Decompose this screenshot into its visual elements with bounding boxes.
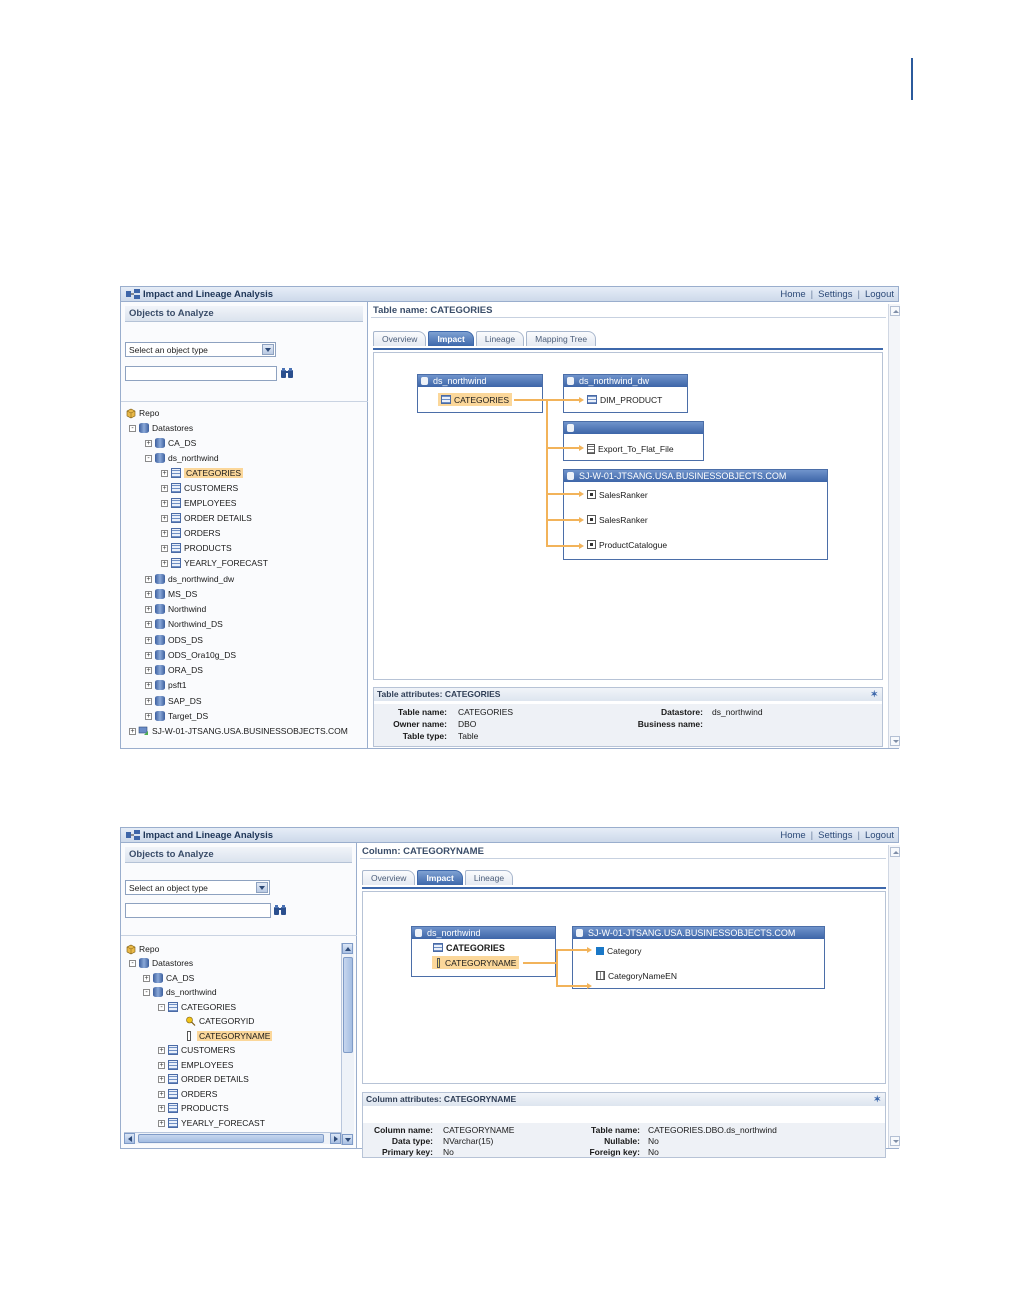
graph-item-report[interactable] <box>584 538 670 551</box>
graph-item-categorynameen[interactable] <box>593 969 680 982</box>
attr-value: No <box>648 1147 659 1157</box>
tree-label: Repo <box>139 944 160 954</box>
connector-line <box>546 447 582 449</box>
node-title: ds_northwind_dw <box>564 375 687 387</box>
tab-underline <box>362 887 886 889</box>
table-icon <box>168 1103 178 1113</box>
collapse-icon[interactable]: - <box>158 1004 165 1011</box>
tree-node-categoryname[interactable] <box>187 1030 272 1042</box>
connector-line <box>523 962 557 964</box>
table-icon <box>168 1002 178 1012</box>
tree-label: CA_DS <box>168 438 197 448</box>
connector-line <box>546 545 582 547</box>
flat-file-icon <box>587 444 595 454</box>
graph-item-categories[interactable] <box>430 941 508 954</box>
scroll-right-icon[interactable] <box>330 1133 341 1144</box>
repository-icon <box>126 408 136 418</box>
scroll-up-icon[interactable] <box>342 943 353 954</box>
tree-node-table[interactable] <box>161 557 268 569</box>
tree-label: YEARLY_FORECAST <box>181 1118 265 1128</box>
expand-icon[interactable]: + <box>146 636 151 644</box>
tree-node-table[interactable] <box>158 1044 235 1056</box>
expand-icon[interactable]: + <box>159 1075 164 1083</box>
tab-impact[interactable]: Impact <box>417 870 462 885</box>
tree-label: psft1 <box>168 680 187 690</box>
attributes-title: Table attributes: CATEGORIES <box>377 689 501 699</box>
home-link[interactable]: Home <box>780 830 806 841</box>
tree-label-selected: CATEGORIES <box>186 468 242 478</box>
tree-label: CATEGORIES <box>181 1002 237 1012</box>
attr-label: Data type: <box>391 1136 433 1146</box>
tree-label-selected: CATEGORYNAME <box>199 1031 271 1041</box>
database-icon <box>155 650 165 660</box>
table-icon <box>433 943 443 952</box>
tree-node-table[interactable] <box>158 1059 233 1071</box>
database-icon <box>153 987 163 997</box>
attr-label: Primary key: <box>381 1147 433 1157</box>
collapse-star-icon[interactable]: ✶ <box>873 1094 881 1104</box>
connector-arrow-icon <box>579 491 584 497</box>
database-icon <box>155 453 165 463</box>
tree-label: Target_DS <box>168 711 209 721</box>
tree-label: ORDERS <box>181 1089 218 1099</box>
collapse-icon[interactable]: - <box>145 455 152 462</box>
node-title <box>564 422 703 434</box>
settings-link[interactable]: Settings <box>818 289 853 300</box>
scroll-thumb[interactable] <box>138 1134 324 1143</box>
top-links <box>780 289 894 300</box>
report-icon <box>587 490 596 499</box>
tree-label: ds_northwind <box>166 987 217 997</box>
expand-icon[interactable]: + <box>159 1046 164 1054</box>
scroll-down-icon[interactable] <box>890 1136 900 1146</box>
analysis-scrollbar[interactable] <box>888 304 900 748</box>
expand-icon[interactable]: + <box>144 974 149 982</box>
tree-node-table[interactable] <box>161 467 243 479</box>
table-icon <box>171 558 181 568</box>
node-ds-northwind-dw[interactable] <box>563 374 688 413</box>
database-icon <box>155 619 165 629</box>
tree-label: EMPLOYEES <box>181 1060 234 1070</box>
connector-line <box>546 399 548 547</box>
tab-overview[interactable]: Overview <box>373 331 426 346</box>
chevron-down-icon[interactable] <box>256 882 268 893</box>
graph-item-report[interactable] <box>584 513 651 526</box>
collapse-icon[interactable]: - <box>143 989 150 996</box>
tree-node-datastore[interactable] <box>145 664 203 676</box>
attr-label: Datastore: <box>660 707 703 717</box>
tree-node-datastore[interactable] <box>145 634 203 646</box>
table-icon <box>171 528 181 538</box>
objects-header: Objects to Analyze <box>125 847 352 863</box>
graph-item-report[interactable] <box>584 488 651 501</box>
database-icon <box>153 973 163 983</box>
database-icon <box>155 589 165 599</box>
item-label: DIM_PRODUCT <box>600 394 663 405</box>
node-bo-server[interactable] <box>572 926 825 989</box>
tree-label: ORA_DS <box>168 665 203 675</box>
database-icon <box>155 680 165 690</box>
tree-label: ds_northwind_dw <box>168 574 235 584</box>
column-attributes-panel <box>362 1092 886 1158</box>
expand-icon[interactable]: + <box>146 651 151 659</box>
tree-node-table[interactable] <box>158 1117 265 1129</box>
logout-link[interactable]: Logout <box>864 830 894 841</box>
connector-line <box>546 493 582 495</box>
attr-label: Nullable: <box>604 1136 640 1146</box>
database-icon <box>155 635 165 645</box>
screenshot-column-impact <box>120 827 899 1157</box>
table-icon <box>441 395 451 404</box>
scroll-left-icon[interactable] <box>124 1133 135 1144</box>
table-icon <box>587 395 597 404</box>
scroll-up-icon[interactable] <box>890 306 900 316</box>
tree-node-datastore[interactable] <box>145 649 236 661</box>
attr-value: Table <box>458 731 479 741</box>
expand-icon[interactable]: + <box>162 544 167 552</box>
attr-value: NVarchar(15) <box>443 1136 494 1146</box>
objects-header: Objects to Analyze <box>125 306 363 322</box>
app-logo-icon <box>126 289 140 299</box>
chevron-down-icon[interactable] <box>262 344 274 355</box>
connector-line <box>546 519 582 521</box>
table-icon <box>168 1089 178 1099</box>
impact-graph <box>362 891 886 1084</box>
tree-node-ds-northwind[interactable] <box>145 452 219 464</box>
analysis-tabs <box>362 870 515 885</box>
attr-label: Column name: <box>373 1125 433 1135</box>
expand-icon[interactable]: + <box>146 605 151 613</box>
tree-label: CUSTOMERS <box>181 1045 236 1055</box>
database-icon <box>155 604 165 614</box>
graph-item-dim-product[interactable] <box>584 393 665 406</box>
tree-label: Datastores <box>152 958 194 968</box>
tree-label: Northwind <box>168 604 207 614</box>
expand-icon[interactable]: + <box>162 499 167 507</box>
objects-pane <box>121 843 357 1148</box>
tab-underline <box>373 348 883 350</box>
impact-graph <box>373 352 883 680</box>
collapse-star-icon[interactable]: ✶ <box>870 689 878 699</box>
expand-icon[interactable]: + <box>162 484 167 492</box>
attr-label: Table name: <box>591 1125 640 1135</box>
item-label: CategoryNameEN <box>608 970 677 981</box>
tree-node-datastore[interactable] <box>145 679 186 691</box>
tree-label: SAP_DS <box>168 696 202 706</box>
tree-node-table[interactable] <box>161 482 238 494</box>
expand-icon[interactable]: + <box>146 712 151 720</box>
dimension-icon <box>596 947 604 955</box>
expand-icon[interactable]: + <box>146 666 151 674</box>
link-separator: | <box>857 830 860 841</box>
graph-item-categories[interactable] <box>438 393 512 406</box>
graph-item-categoryname[interactable] <box>432 956 519 969</box>
table-attributes-panel <box>373 687 883 747</box>
scroll-down-icon[interactable] <box>342 1134 353 1145</box>
attr-value: CATEGORIES <box>458 707 514 717</box>
attr-label: Foreign key: <box>589 1147 640 1157</box>
tree-node-datastore[interactable] <box>145 573 234 585</box>
tree-label: Northwind_DS <box>168 619 223 629</box>
table-icon <box>171 468 181 478</box>
tree-label: PRODUCTS <box>181 1103 229 1113</box>
expand-icon[interactable]: + <box>146 590 151 598</box>
logout-link[interactable]: Logout <box>864 289 894 300</box>
graph-item-category[interactable] <box>593 944 645 957</box>
attr-label: Table name: <box>398 707 447 717</box>
table-icon <box>168 1118 178 1128</box>
attributes-header <box>363 1093 885 1106</box>
attr-label: Owner name: <box>393 719 447 729</box>
search-input[interactable] <box>125 366 277 381</box>
table-icon <box>171 543 181 553</box>
link-separator: | <box>857 289 860 300</box>
tree-label: ODS_DS <box>168 635 203 645</box>
tree-node-datastore[interactable] <box>145 618 223 630</box>
table-icon <box>171 498 181 508</box>
connector-arrow-icon <box>579 445 584 451</box>
server-icon <box>139 726 149 736</box>
expand-icon[interactable]: + <box>162 514 167 522</box>
tree-node-table[interactable] <box>158 1088 217 1100</box>
link-separator: | <box>810 830 814 841</box>
analysis-scrollbar[interactable] <box>888 845 900 1148</box>
objects-pane <box>121 302 368 748</box>
attr-value: CATEGORIES.DBO.ds_northwind <box>648 1125 777 1135</box>
analysis-pane <box>369 302 900 748</box>
analysis-pane <box>358 843 900 1157</box>
tree-node-table[interactable] <box>161 542 232 554</box>
tree-node-ds-northwind[interactable] <box>143 986 217 998</box>
tree-label: ORDERS <box>184 528 221 538</box>
connector-arrow-icon <box>587 983 592 989</box>
attributes-title: Column attributes: CATEGORYNAME <box>366 1094 517 1104</box>
tree-label: Datastores <box>152 423 194 433</box>
object-type-value: Select an object type <box>129 345 208 355</box>
tree-node-categoryid[interactable] <box>186 1015 254 1027</box>
attr-value: No <box>648 1136 659 1146</box>
analysis-tabs <box>373 331 598 346</box>
tree-node-table[interactable] <box>158 1102 229 1114</box>
database-icon <box>155 696 165 706</box>
detail-icon <box>596 971 605 980</box>
expand-icon[interactable]: + <box>146 620 151 628</box>
collapse-icon[interactable]: - <box>129 425 136 432</box>
tree-label: PRODUCTS <box>184 543 232 553</box>
page-marker-bar <box>911 58 913 100</box>
attributes-body <box>363 1123 885 1157</box>
node-bo-server[interactable] <box>563 469 828 560</box>
report-icon <box>587 540 596 549</box>
attributes-header <box>374 688 882 701</box>
expand-icon[interactable]: + <box>146 439 151 447</box>
expand-icon[interactable]: + <box>146 681 151 689</box>
tree-node-table[interactable] <box>161 512 252 524</box>
column-icon <box>437 958 440 968</box>
item-label: Category <box>607 945 642 956</box>
title-bar <box>121 287 898 302</box>
tree-node-repo[interactable] <box>126 943 159 955</box>
link-separator: | <box>810 289 814 300</box>
graph-item-export[interactable] <box>584 442 677 455</box>
connector-arrow-icon <box>579 517 584 523</box>
object-type-select[interactable] <box>125 342 276 357</box>
connector-arrow-icon <box>579 543 584 549</box>
tree-node-repo[interactable] <box>126 407 159 419</box>
find-binoculars-icon[interactable] <box>274 905 286 915</box>
find-binoculars-icon[interactable] <box>281 368 293 378</box>
node-title: ds_northwind <box>418 375 542 387</box>
tree-label: ORDER DETAILS <box>181 1074 249 1084</box>
expand-icon[interactable]: + <box>146 697 151 705</box>
search-input[interactable] <box>125 903 271 918</box>
tab-overview[interactable]: Overview <box>362 870 415 885</box>
item-label: SalesRanker <box>599 489 648 500</box>
item-label: SalesRanker <box>599 514 648 525</box>
tree-node-table[interactable] <box>161 527 220 539</box>
connector-line <box>556 949 558 987</box>
column-icon <box>187 1031 191 1041</box>
tree-horizontal-scrollbar[interactable] <box>124 1132 341 1144</box>
repository-icon <box>126 944 136 954</box>
app-logo-icon <box>126 830 140 840</box>
database-icon <box>155 438 165 448</box>
app-title: Impact and Lineage Analysis <box>143 289 274 300</box>
expand-icon[interactable]: + <box>159 1090 164 1098</box>
node-title: SJ-W-01-JTSANG.USA.BUSINESSOBJECTS.COM <box>573 927 824 939</box>
table-icon <box>168 1060 178 1070</box>
item-label: CATEGORIES <box>454 394 510 405</box>
expand-icon[interactable]: + <box>159 1119 164 1127</box>
tree-node-datastore[interactable] <box>145 710 208 722</box>
tree-label: ODS_Ora10g_DS <box>168 650 237 660</box>
tree-node-ca-ds[interactable] <box>143 972 194 984</box>
tab-lineage[interactable]: Lineage <box>476 331 524 346</box>
scroll-down-icon[interactable] <box>890 736 900 746</box>
object-type-value: Select an object type <box>129 883 208 893</box>
tree-label: ORDER DETAILS <box>184 513 252 523</box>
scroll-thumb[interactable] <box>343 957 353 1053</box>
tree-label: Repo <box>139 408 160 418</box>
expand-icon[interactable]: + <box>159 1061 164 1069</box>
attr-value: ds_northwind <box>712 707 763 717</box>
tree-vertical-scrollbar[interactable] <box>341 943 354 1145</box>
tree-label: MS_DS <box>168 589 198 599</box>
expand-icon[interactable]: + <box>162 559 167 567</box>
connector-line <box>556 985 589 987</box>
tree-node-ca-ds[interactable] <box>145 437 196 449</box>
node-ds-northwind[interactable] <box>417 374 543 413</box>
expand-icon[interactable]: + <box>162 469 167 477</box>
settings-link[interactable]: Settings <box>818 830 853 841</box>
title-bar <box>121 828 898 843</box>
tab-impact[interactable]: Impact <box>428 331 473 346</box>
node-job[interactable] <box>563 421 704 461</box>
datastore-icon <box>139 958 149 968</box>
home-link[interactable]: Home <box>780 289 806 300</box>
node-title: ds_northwind <box>412 927 555 939</box>
app-title: Impact and Lineage Analysis <box>143 830 274 841</box>
expand-icon[interactable]: + <box>146 575 151 583</box>
tab-mapping-tree[interactable]: Mapping Tree <box>526 331 596 346</box>
collapse-icon[interactable]: - <box>129 960 136 967</box>
database-icon <box>155 665 165 675</box>
tree-label: EMPLOYEES <box>184 498 237 508</box>
tree-label: CA_DS <box>166 973 195 983</box>
datastore-icon <box>139 423 149 433</box>
connector-line <box>556 949 589 951</box>
tree-node-server[interactable] <box>129 725 348 737</box>
tree-label: YEARLY_FORECAST <box>184 558 268 568</box>
analysis-header: Column: CATEGORYNAME <box>360 845 886 859</box>
top-links <box>780 830 894 841</box>
expand-icon[interactable]: + <box>159 1104 164 1112</box>
item-label: Export_To_Flat_File <box>598 443 674 454</box>
table-icon <box>168 1074 178 1084</box>
tree-node-datastore[interactable] <box>145 603 206 615</box>
analysis-header: Table name: CATEGORIES <box>371 304 886 318</box>
attr-label: Business name: <box>637 719 703 729</box>
attr-value: DBO <box>458 719 477 729</box>
node-ds-northwind[interactable] <box>411 926 556 977</box>
attributes-body <box>374 704 882 746</box>
item-label: ProductCatalogue <box>599 539 668 550</box>
tree-node-datastore[interactable] <box>145 588 197 600</box>
tree-label: CUSTOMERS <box>184 483 239 493</box>
screenshot-table-impact <box>120 286 899 749</box>
tree-separator <box>121 935 357 936</box>
object-type-select[interactable] <box>125 880 270 895</box>
tree-node-datastore[interactable] <box>145 695 202 707</box>
tab-lineage[interactable]: Lineage <box>465 870 513 885</box>
database-icon <box>155 711 165 721</box>
connector-arrow-icon <box>587 947 592 953</box>
item-label: CATEGORIES <box>446 942 505 953</box>
tree-node-table[interactable] <box>161 497 236 509</box>
attr-value: CATEGORYNAME <box>443 1125 515 1135</box>
tree-node-datastores[interactable] <box>129 957 193 969</box>
tree-node-datastores[interactable] <box>129 422 193 434</box>
expand-icon[interactable]: + <box>162 529 167 537</box>
database-icon <box>155 574 165 584</box>
scroll-up-icon[interactable] <box>890 847 900 857</box>
tree-node-table[interactable] <box>158 1073 249 1085</box>
expand-icon[interactable]: + <box>130 727 135 735</box>
attr-value: No <box>443 1147 454 1157</box>
tree-separator <box>121 401 368 402</box>
item-label: CATEGORYNAME <box>445 957 517 968</box>
node-title: SJ-W-01-JTSANG.USA.BUSINESSOBJECTS.COM <box>564 470 827 482</box>
primary-key-icon <box>186 1016 196 1026</box>
attr-label: Table type: <box>402 731 447 741</box>
tree-label: SJ-W-01-JTSANG.USA.BUSINESSOBJECTS.COM <box>152 726 348 736</box>
report-icon <box>587 515 596 524</box>
table-icon <box>171 513 181 523</box>
tree-label: CATEGORYID <box>199 1016 255 1026</box>
table-icon <box>168 1045 178 1055</box>
tree-node-categories[interactable] <box>158 1001 236 1013</box>
tree-label: ds_northwind <box>168 453 219 463</box>
connector-arrow-icon <box>579 397 584 403</box>
table-icon <box>171 483 181 493</box>
